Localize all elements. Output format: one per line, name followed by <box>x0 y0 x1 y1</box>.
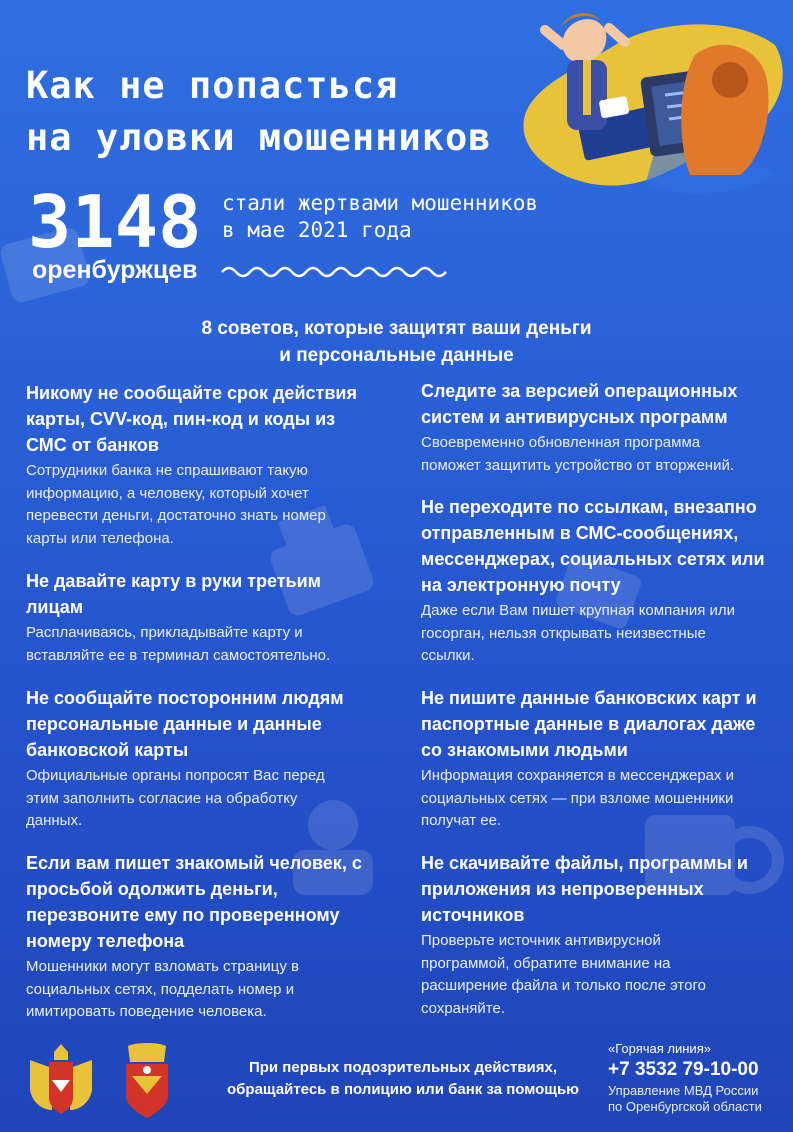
tip-heading-line: Не сообщайте посторонним людям <box>26 688 344 708</box>
tip-text <box>26 765 381 833</box>
tip-text-line: Официальные органы попросят Вас перед <box>26 767 325 784</box>
region-coat-of-arms-icon <box>22 1040 100 1120</box>
hotline-label: «Горячая линия» <box>608 1041 711 1056</box>
hotline-organization <box>608 1083 788 1115</box>
tip-text-line: госорган, нельзя открывать неизвестные <box>421 624 706 642</box>
tip-heading-line: банковской карты <box>26 740 189 760</box>
tip-heading-line: источников <box>421 905 525 925</box>
hotline-phone[interactable]: +7 3532 79-10-00 <box>608 1059 759 1080</box>
tip-dialogs <box>421 685 781 833</box>
organization-line: Управление МВД России <box>608 1083 759 1098</box>
tip-heading-line: со знакомыми людьми <box>421 740 628 760</box>
footer-advice <box>222 1057 584 1101</box>
page-title <box>26 60 546 164</box>
tip-call-back <box>26 850 381 1024</box>
tip-heading-line: на электронную почту <box>421 575 621 595</box>
tip-text-line: вставляйте ее в терминал самостоятельно. <box>26 646 331 664</box>
tip-heading-line: Не переходите по ссылкам, внезапно <box>421 497 757 517</box>
tip-heading-line: персональные данные и данные <box>26 714 322 734</box>
victims-count: 3148 <box>28 180 202 264</box>
tip-text-line: Сотрудники банка не спрашивают такую <box>26 462 308 479</box>
tips-subtitle <box>0 315 793 369</box>
tip-heading-line: Не скачивайте файлы, программы и <box>421 853 748 873</box>
tip-text-line: ссылки. <box>421 647 475 664</box>
tip-heading <box>26 685 381 763</box>
tip-downloads <box>421 850 781 1020</box>
tip-heading-line: Никому не сообщайте срок действия <box>26 383 357 403</box>
title-line: Как не попасться <box>26 64 399 107</box>
hotline-block <box>608 1041 788 1115</box>
tip-text-line: социальных сетях, подделать номер и <box>26 980 295 998</box>
tip-text-line: Проверьте источник антивирусной <box>421 932 661 949</box>
tip-text-line: поможет защитить устройство от вторжений. <box>421 456 735 474</box>
tip-text-line: Информация сохраняется в мессенджерах и <box>421 767 735 784</box>
tip-text-line: информацию, а человеку, который хочет <box>26 484 309 502</box>
tip-text <box>421 765 781 833</box>
victims-description-line: стали жертвами мошенников <box>222 191 539 215</box>
tip-updates <box>421 378 781 477</box>
tip-text-line: получат ее. <box>421 812 502 829</box>
tip-heading <box>26 568 381 620</box>
tip-heading <box>421 850 781 928</box>
tip-heading-line: номеру телефона <box>26 931 185 951</box>
tip-heading-line: просьбой одолжить деньги, <box>26 879 278 899</box>
tip-text-line: сохраняйте. <box>421 999 506 1017</box>
tip-card-hands <box>26 568 381 667</box>
tip-text-line: перевести деньги, достаточно знать номер <box>26 507 326 524</box>
tip-text-line: социальных сетях — при взломе мошенники <box>421 789 734 807</box>
subtitle-line: и персональные данные <box>279 345 514 366</box>
tip-heading-line: перезвоните ему по проверенному <box>26 905 340 925</box>
tip-text <box>421 600 781 668</box>
tip-heading-line: Не давайте карту в руки третьим <box>26 571 321 591</box>
tip-heading <box>26 380 381 458</box>
tip-heading-line: карты, CVV-код, пин-код и коды из <box>26 409 336 429</box>
tip-heading <box>421 685 781 763</box>
tip-text-line: расширение файла и только после этого <box>421 977 706 994</box>
tip-card-codes <box>26 380 381 550</box>
tip-heading-line: приложения из непроверенных <box>421 879 704 899</box>
tip-heading-line: Не пишите данные банковских карт и <box>421 688 757 708</box>
tip-text-line: Даже если Вам пишет крупная компания или <box>421 602 736 619</box>
tip-heading <box>421 494 781 598</box>
hacker-illustration <box>505 0 793 220</box>
tip-heading-line: мессенджерах, социальных сетях или <box>421 549 765 569</box>
tip-heading <box>421 378 781 430</box>
police-emblem-icon <box>118 1040 176 1120</box>
tip-text-line: Расплачиваясь, прикладывайте карту и <box>26 624 303 641</box>
tip-text-line: данных. <box>26 812 83 829</box>
tip-heading-line: СМС от банков <box>26 435 159 455</box>
tip-text <box>26 460 381 550</box>
footer-advice-line: обращайтесь в полицию или банк за помощью <box>227 1081 579 1098</box>
tip-text-line: имитировать поведение человека. <box>26 1003 267 1020</box>
tip-text-line: программой, обратите внимание на <box>421 954 671 972</box>
tip-text <box>421 432 781 477</box>
tip-text <box>26 956 381 1024</box>
victims-description <box>222 190 538 244</box>
tip-heading <box>26 850 381 954</box>
tip-text-line: Мошенники могут взломать страницу в <box>26 958 299 975</box>
tip-heading-line: отправленным в СМС-сообщениях, <box>421 523 739 543</box>
tip-heading-line: Следите за версией операционных <box>421 381 738 401</box>
wave-divider <box>220 262 452 282</box>
tip-text <box>26 622 381 667</box>
organization-line: по Оренбургской области <box>608 1099 762 1114</box>
tip-text <box>421 930 781 1020</box>
tip-heading-line: Если вам пишет знакомый человек, с <box>26 853 362 873</box>
tip-heading-line: систем и антивирусных программ <box>421 407 728 427</box>
tip-heading-line: лицам <box>26 597 84 617</box>
tip-text-line: этим заполнить согласие на обработку <box>26 789 298 807</box>
tip-links <box>421 494 781 668</box>
title-line: на уловки мошенников <box>26 116 492 159</box>
victims-description-line: в мае 2021 года <box>222 218 412 242</box>
tip-text-line: карты или телефона. <box>26 529 174 547</box>
footer-advice-line: При первых подозрительных действиях, <box>248 1059 558 1076</box>
subtitle-line: 8 советов, которые защитят ваши деньги <box>201 318 592 339</box>
tip-personal-data <box>26 685 381 833</box>
victims-who: оренбуржцев <box>32 256 198 284</box>
tip-heading-line: паспортные данные в диалогах даже <box>421 714 756 734</box>
tip-text-line: Своевременно обновленная программа <box>421 434 701 451</box>
